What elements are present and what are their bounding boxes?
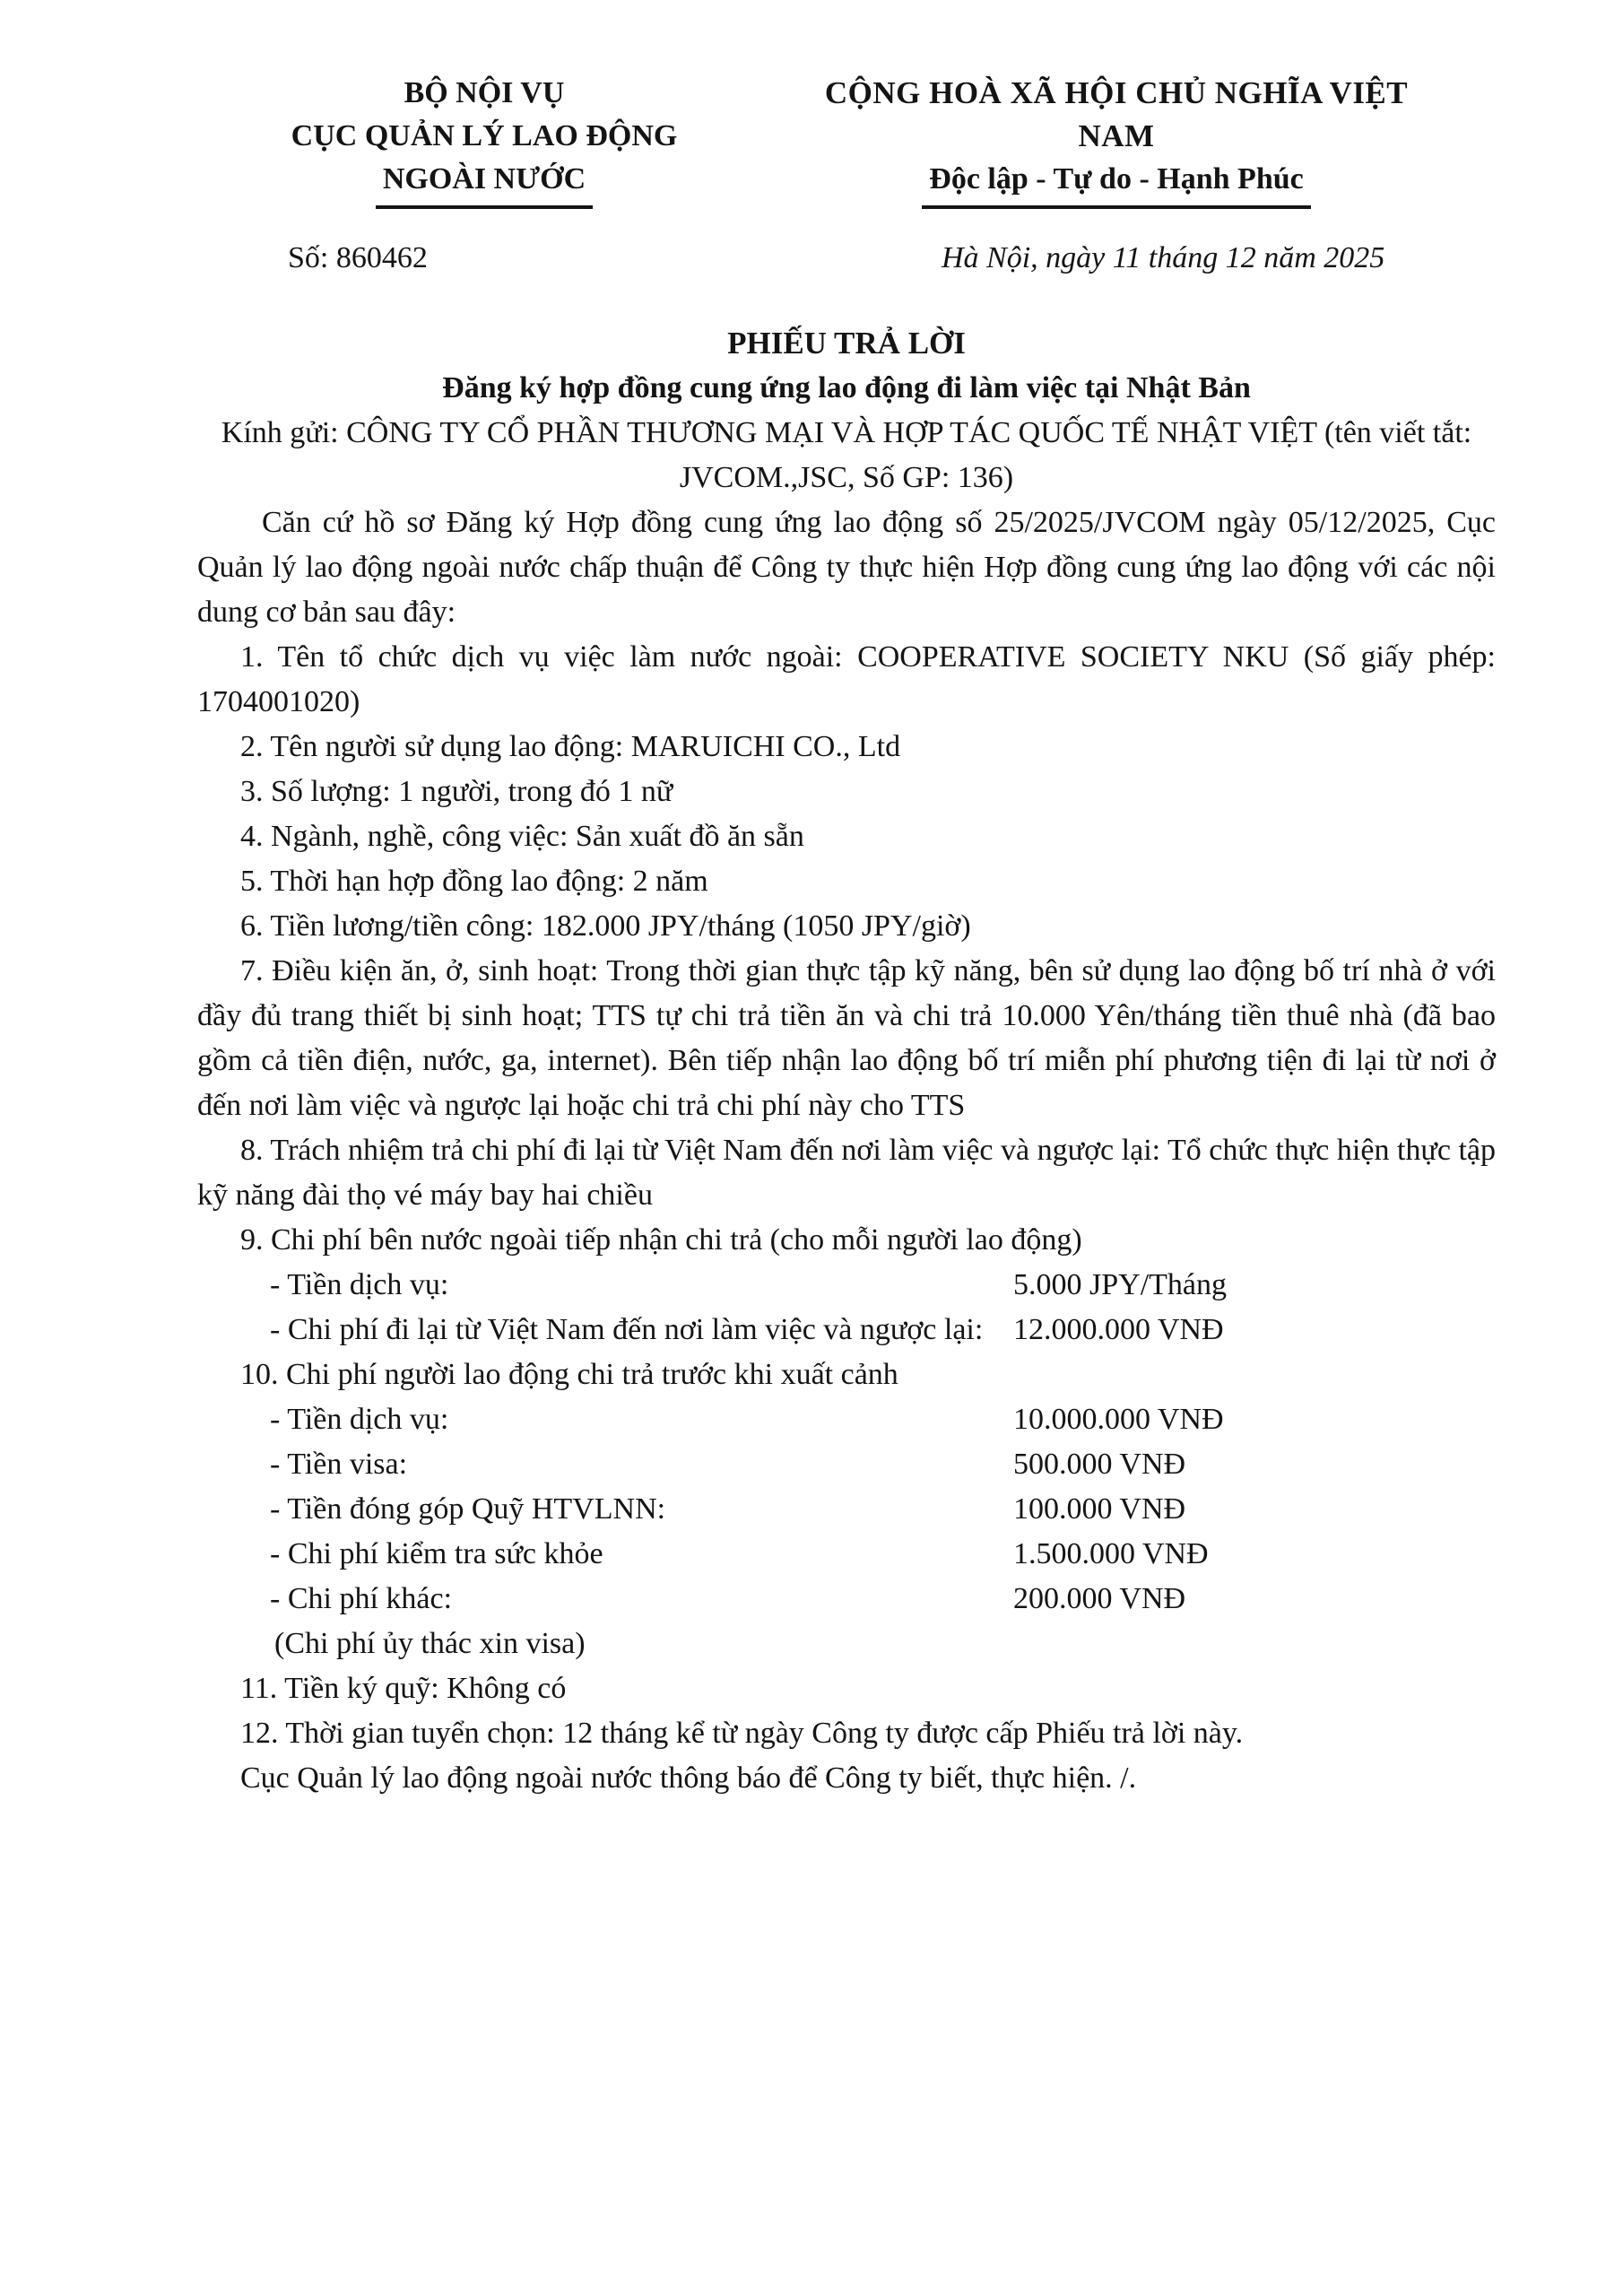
fee-label: - Tiền visa: [270,1448,408,1481]
item-6: 6. Tiền lương/tiền công: 182.000 JPY/tháng (1050 JPY/giờ) [240,909,971,943]
fee-value: 10.000.000 VNĐ [1013,1403,1224,1436]
fee-label: - Chi phí kiểm tra sức khỏe [270,1537,603,1570]
document-number: Số: 860462 [288,241,428,274]
item-8: 8. Trách nhiệm trả chi phí đi lại từ Việt Nam đến nơi làm việc và ngược lại: Tổ chức thực hiện thực tập kỹ năng đài thọ vé máy bay hai chiều [197,1134,1496,1212]
fee-label: - Tiền đóng góp Quỹ HTVLNN: [270,1492,666,1526]
fee-row [197,1263,1496,1308]
fee-value: 200.000 VNĐ [1013,1582,1186,1615]
fee-row [197,1308,1496,1352]
item-2: 2. Tên người sử dụng lao động: MARUICHI CO., Ltd [240,730,901,763]
ministry-name: BỘ NỘI VỤ [404,76,565,109]
item-3: 3. Số lượng: 1 người, trong đó 1 nữ [240,775,673,808]
page-title: PHIẾU TRẢ LỜI [727,326,966,361]
document-date: Hà Nội, ngày 11 tháng 12 năm 2025 [942,241,1385,274]
header-issuing-agency [224,72,744,209]
item-10: 10. Chi phí người lao động chi trả trước khi xuất cảnh [240,1358,898,1391]
document-body [197,321,1496,1801]
fee-row [197,1397,1496,1442]
page-subtitle: Đăng ký hợp đồng cung ứng lao động đi làm việc tại Nhật Bản [442,371,1251,404]
fee-label: - Chi phí khác: [270,1582,453,1615]
fee-value: 12.000.000 VNĐ [1013,1313,1224,1346]
closing-line: Cục Quản lý lao động ngoài nước thông báo để Công ty biết, thực hiện. /. [240,1761,1137,1795]
fee-row [197,1577,1496,1622]
header-national [789,72,1444,209]
item-11: 11. Tiền ký quỹ: Không có [240,1672,567,1705]
fee-row [197,1487,1496,1532]
item-4: 4. Ngành, nghề, công việc: Sản xuất đồ ăn sẵn [240,820,804,853]
meta-row [0,236,1623,281]
fee-label: - Chi phí đi lại từ Việt Nam đến nơi làm việc và ngược lại: [270,1313,984,1346]
fee-row [197,1532,1496,1577]
recipient-line-1: Kính gửi: CÔNG TY CỔ PHẦN THƯƠNG MẠI VÀ HỢP TÁC QUỐC TẾ NHẬT VIỆT (tên viết tắt: [221,416,1472,449]
fee-label: - Tiền dịch vụ: [270,1268,449,1301]
recipient-line-2: JVCOM.,JSC, Số GP: 136) [679,461,1014,494]
item-12: 12. Thời gian tuyển chọn: 12 tháng kể từ ngày Công ty được cấp Phiếu trả lời này. [240,1717,1244,1750]
fee-value: 1.500.000 VNĐ [1013,1537,1209,1570]
item-5: 5. Thời hạn hợp đồng lao động: 2 năm [240,865,708,898]
department-name-line2: NGOÀI NƯỚC [224,158,744,209]
item-7: 7. Điều kiện ăn, ở, sinh hoạt: Trong thời gian thực tập kỹ năng, bên sử dụng lao động bố trí nhà ở với đầy đủ trang thiết bị sinh hoạt; TTS tự chi trả tiền ăn và chi trả 10.000 Yên/tháng tiền thuê nhà (đã bao gồm cả tiền điện, nước, ga, internet). Bên tiếp nhận lao động bố trí miễn phí phương tiện đi lại từ nơi ở đến nơi làm việc và ngược lại hoặc chi trả chi phí này cho TTS [197,954,1496,1122]
item-9: 9. Chi phí bên nước ngoài tiếp nhận chi trả (cho mỗi người lao động) [240,1223,1082,1257]
department-name-line1: CỤC QUẢN LÝ LAO ĐỘNG [291,119,678,152]
fee-value: 100.000 VNĐ [1013,1492,1186,1526]
visa-note: (Chi phí ủy thác xin visa) [274,1627,586,1660]
intro-paragraph: Căn cứ hồ sơ Đăng ký Hợp đồng cung ứng lao động số 25/2025/JVCOM ngày 05/12/2025, Cục Quản lý lao động ngoài nước chấp thuận để Công ty thực hiện Hợp đồng cung ứng lao động với các nội dung cơ bản sau đây: [197,506,1496,629]
fee-value: 500.000 VNĐ [1013,1448,1186,1481]
national-title: CỘNG HOÀ XÃ HỘI CHỦ NGHĨA VIỆT NAM [824,75,1409,153]
item-1: 1. Tên tổ chức dịch vụ việc làm nước ngoài: COOPERATIVE SOCIETY NKU (Số giấy phép: 1704001020) [197,640,1496,718]
fee-label: - Tiền dịch vụ: [270,1403,449,1436]
fee-value: 5.000 JPY/Tháng [1013,1268,1227,1301]
national-motto: Độc lập - Tự do - Hạnh Phúc [789,158,1444,209]
fee-row [197,1442,1496,1487]
